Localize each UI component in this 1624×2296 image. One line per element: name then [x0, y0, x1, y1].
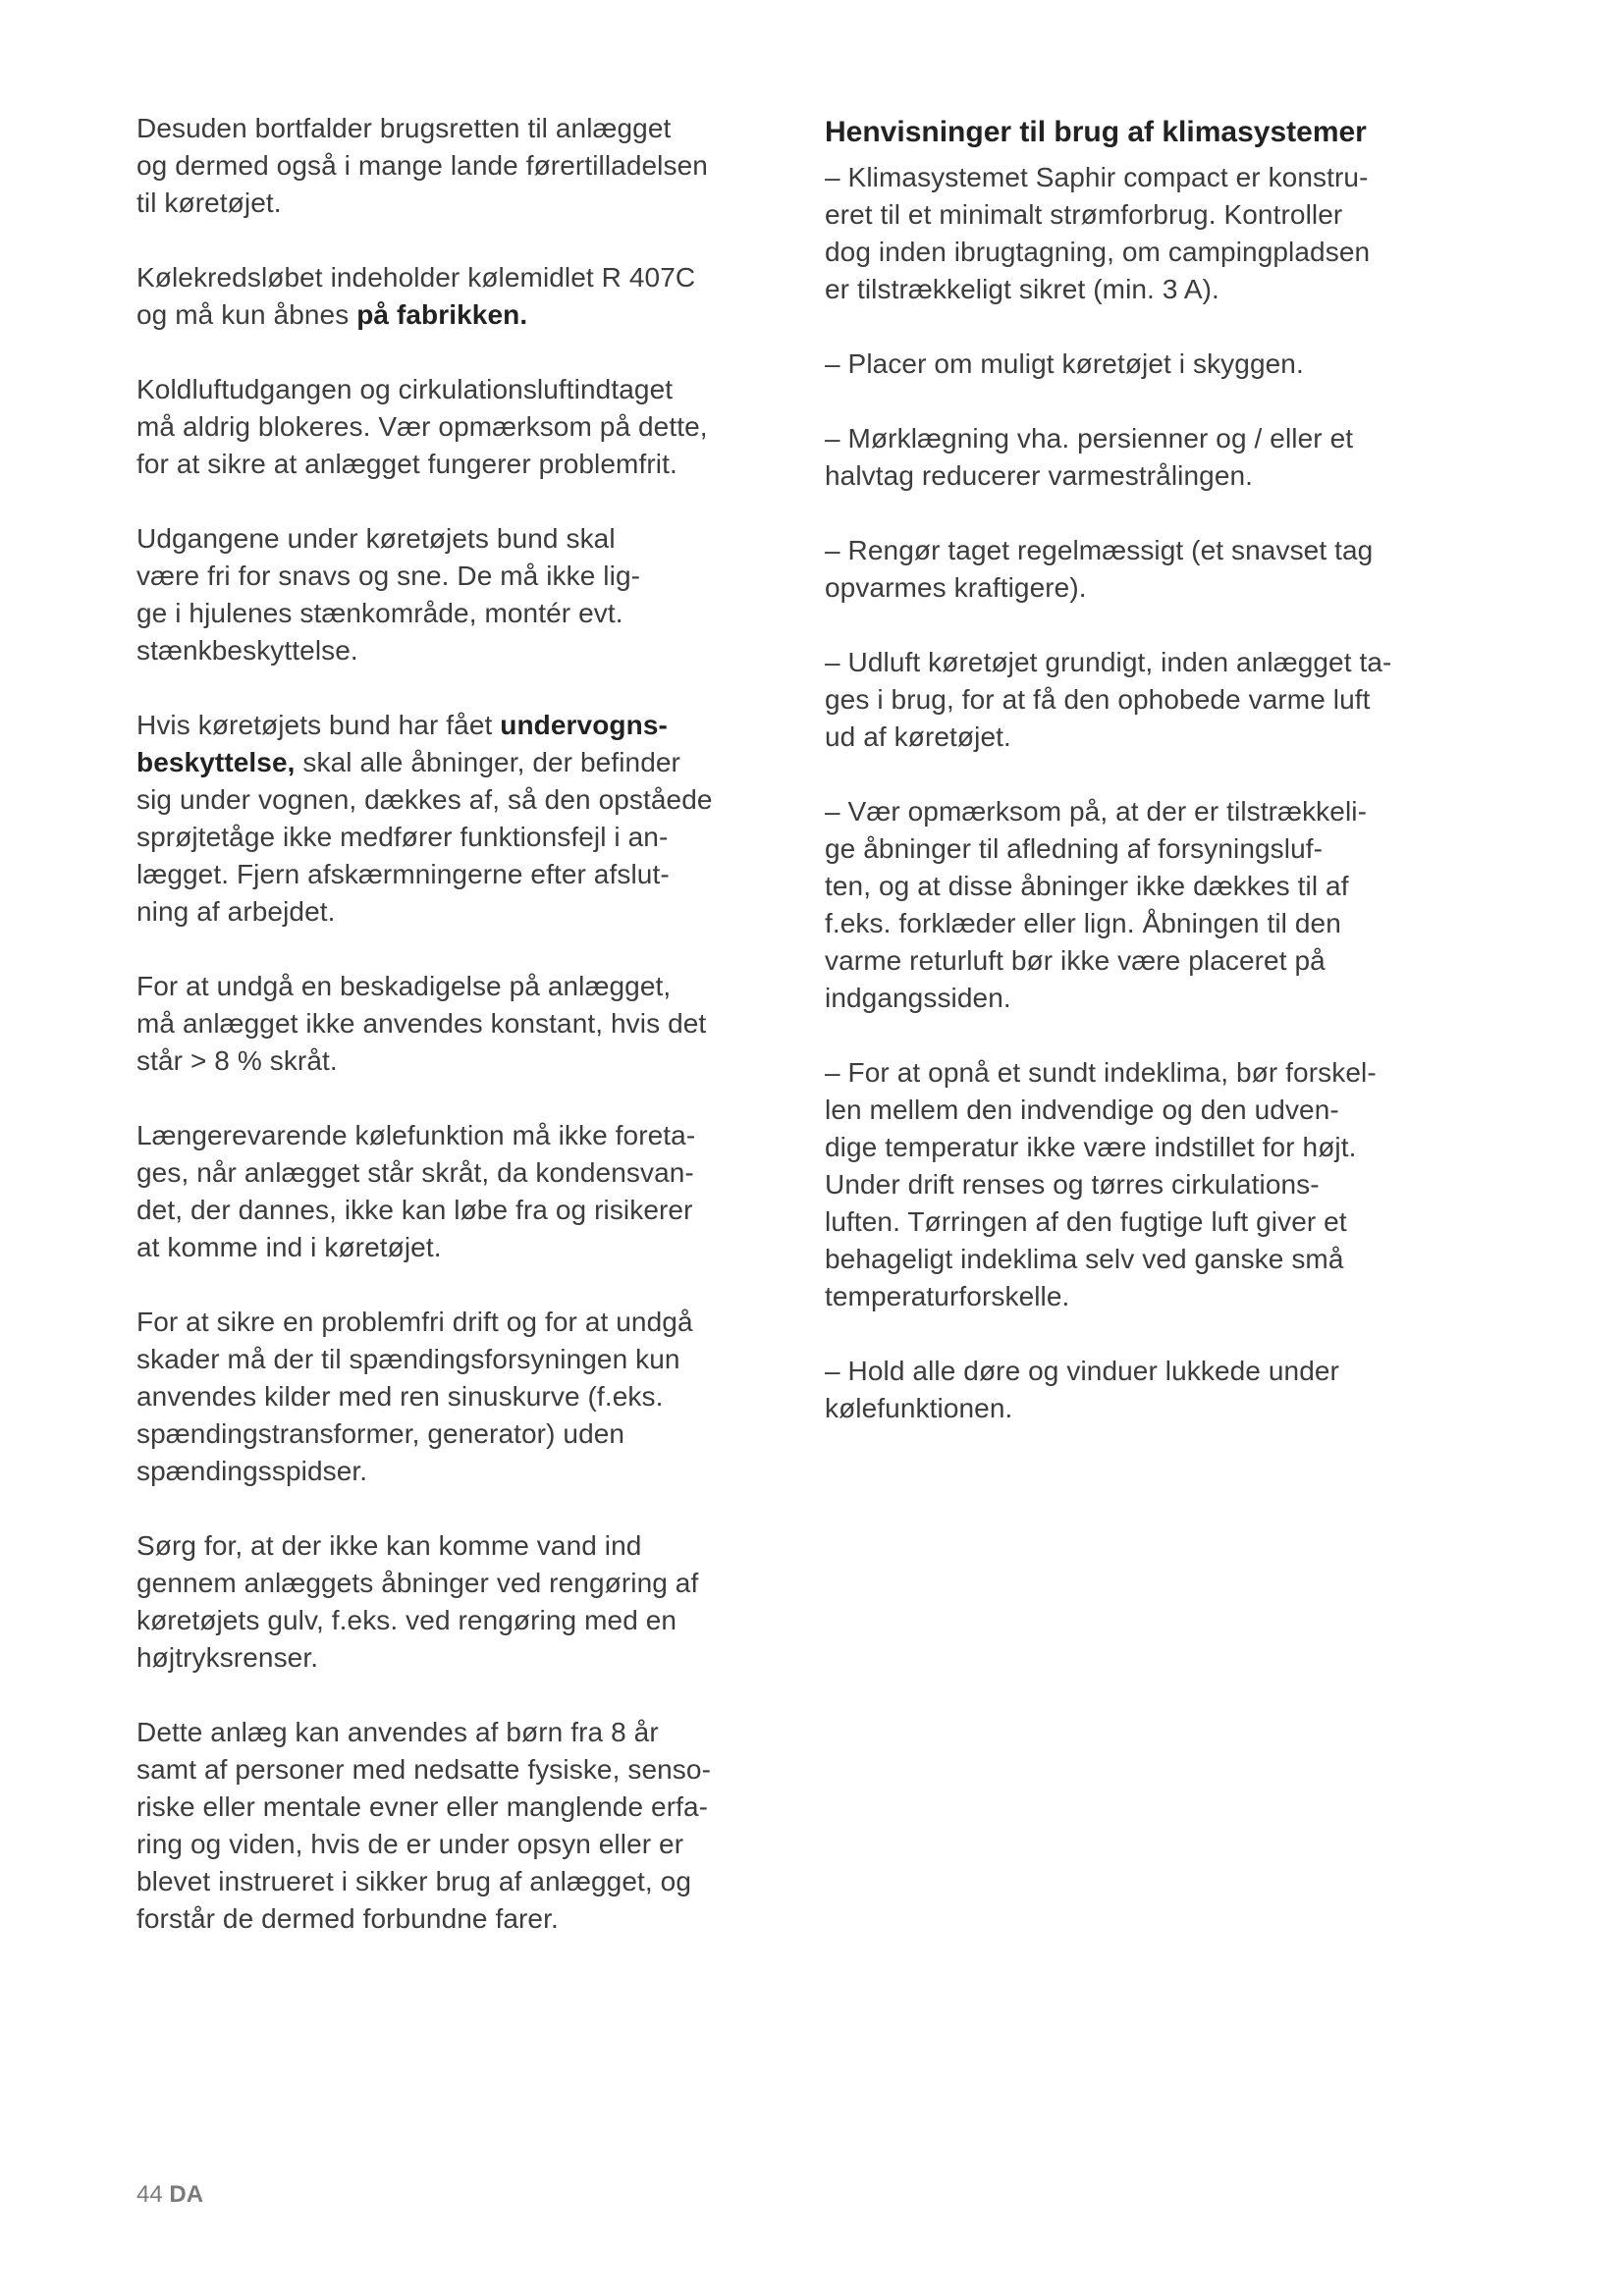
paragraph-power-supply: For at sikre en problemfri drift og for at undgå skader må der til spændingsforsyningen kun anvendes kilder med ren sinuskurve (f.eks. spændingstransformer, generator) uden spændingsspidser.: [136, 1307, 693, 1486]
hint-item-ventilate: – Udluft køretøjet grundigt, inden anlægget ta- ges i brug, for at få den ophobede varme luft ud af køretøjet.: [825, 647, 1392, 752]
paragraph-children: Dette anlæg kan anvendes af børn fra 8 år samt af personer med nedsatte fysiske, senso- riske eller mentale evner eller manglende erfa- ring og viden, hvis de er under opsyn eller er blevet instrueret i sikker brug af anlægget, og forstår de dermed forbundne farer.: [136, 1717, 711, 1934]
paragraph-airflow: Koldluftudgangen og cirkulationsluftindtaget må aldrig blokeres. Vær opmærksom på dette, for at sikre at anlægget fungerer problemfrit.: [136, 374, 708, 479]
hint-item-shade: – Placer om muligt køretøjet i skyggen.: [825, 348, 1304, 379]
paragraph-cleaning: Sørg for, at der ikke kan komme vand ind gennem anlæggets åbninger ved rengøring af køretøjets gulv, f.eks. ved rengøring med en højtryksrenser.: [136, 1530, 699, 1673]
paragraph-tilt: For at undgå en beskadigelse på anlægget, må anlægget ikke anvendes konstant, hvis det står > 8 % skråt.: [136, 971, 707, 1076]
paragraph-usage-rights: Desuden bortfalder brugsretten til anlægget og dermed også i mange lande førertilladelsen til køretøjet.: [136, 113, 708, 218]
page-footer: [136, 2181, 203, 2209]
paragraph-underbody: [136, 707, 804, 931]
language-code: DA: [169, 2181, 204, 2208]
underbody-text-1: Hvis køretøjets bund har fået: [136, 710, 501, 740]
paragraph-outlets: Udgangene under køretøjets bund skal være fri for snavs og sne. De må ikke lig- ge i hjulenes stænkområde, montér evt. stænkbeskyttelse.: [136, 523, 641, 666]
underbody-text-2: skal alle åbninger, der befinder sig under vognen, dækkes af, så den opståede sprøjtetåge ikke medfører funktionsfejl i an- lægget. Fjern afskærmningerne efter afslut- ning af arbejdet.: [136, 747, 713, 927]
hint-item-power: – Klimasystemet Saphir compact er konstru- eret til et minimalt strømforbrug. Kontroller dog inden ibrugtagning, om campingpladsen er tilstrækkeligt sikret (min. 3 A).: [825, 162, 1371, 304]
hint-item-climate: – For at opnå et sundt indeklima, bør forskel- len mellem den indvendige og den udven- dige temperatur ikke være indstillet for højt. Under drift renses og tørres cirkulations- luften. Tørringen af den fugtige luft giver et behageligt indeklima selv ved ganske små temperaturforskelle.: [825, 1057, 1377, 1311]
hint-item-doors: – Hold alle døre og vinduer lukkede under kølefunktionen.: [825, 1356, 1339, 1423]
paragraph-condensation: Længerevarende kølefunktion må ikke foreta- ges, når anlægget står skråt, da kondensvan- det, der dannes, ikke kan løbe fra og risikerer at komme ind i køretøjet.: [136, 1120, 696, 1262]
refrigerant-bold: på fabrikken.: [356, 299, 528, 330]
refrigerant-text: Kølekredsløbet indeholder kølemidlet R 407C og må kun åbnes: [136, 262, 696, 330]
page-number: 44: [136, 2181, 163, 2208]
hint-item-openings: – Vær opmærksom på, at der er tilstrækkeli- ge åbninger til afledning af forsyningsluf- ten, og at disse åbninger ikke dækkes til af f.eks. forklæder eller lign. Åbningen til den varme returluft bør ikke være placeret på indgangssiden.: [825, 796, 1368, 1013]
left-column: [136, 110, 804, 1975]
underbody-bold: undervogns- beskyttelse,: [136, 710, 668, 777]
hint-item-roof: – Rengør taget regelmæssigt (et snavset tag opvarmes kraftigere).: [825, 535, 1374, 603]
section-heading: Henvisninger til brug af klimasystemer: [825, 116, 1367, 148]
paragraph-refrigerant: [136, 259, 804, 334]
hint-item-blinds: – Mørklægning vha. persienner og / eller et halvtag reducerer varmestrålingen.: [825, 423, 1354, 491]
right-column: [825, 110, 1502, 1465]
